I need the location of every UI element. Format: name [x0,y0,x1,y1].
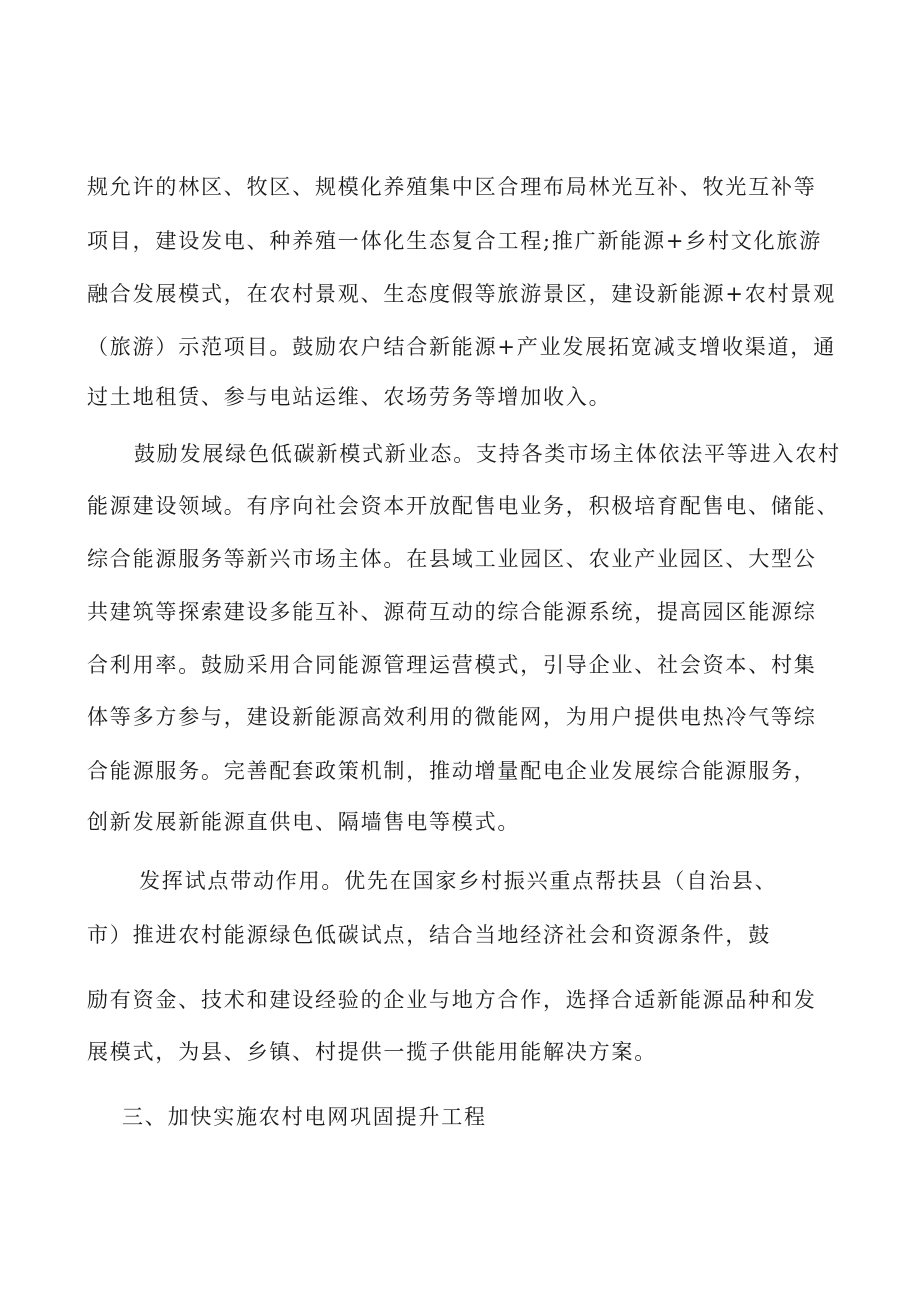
paragraph-2-line-4: 共建筑等探索建设多能互补、源荷互动的综合能源系统，提高园区能源综 [87,600,817,624]
paragraph-3-line-3: 励有资金、技术和建设经验的企业与地方合作，选择合适新能源品种和发 [87,988,817,1012]
paragraph-1-line-2: 项目，建设发电、种养殖一体化生态复合工程;推广新能源+乡村文化旅游 [87,229,823,253]
paragraph-2-line-8: 创新发展新能源直供电、隔墙售电等模式。 [87,810,521,834]
paragraph-3-line-4: 展模式，为县、乡镇、村提供一揽子供能用能解决方案。 [87,1040,657,1064]
paragraph-1-line-1: 规允许的林区、牧区、规模化养殖集中区合理布局林光互补、牧光互补等 [87,175,817,199]
paragraph-1-line-5: 过土地租赁、参与电站运维、农场劳务等增加收入。 [87,385,612,409]
paragraph-1-line-3: 融合发展模式，在农村景观、生态度假等旅游景区，建设新能源+农村景观 [87,282,836,306]
paragraph-2-line-3: 综合能源服务等新兴市场主体。在县域工业园区、农业产业园区、大型公 [87,547,817,571]
paragraph-3-line-1: 发挥试点带动作用。优先在国家乡村振兴重点帮扶县（自治县、 [139,869,778,893]
paragraph-2-line-1: 鼓励发展绿色低碳新模式新业态。支持各类市场主体依法平等进入农村 [134,442,841,466]
paragraph-1-line-4: （旅游）示范项目。鼓励农户结合新能源+产业发展拓宽减支增收渠道，通 [87,335,836,359]
section-heading: 三、加快实施农村电网巩固提升工程 [122,1105,487,1129]
paragraph-2-line-7: 合能源服务。完善配套政策机制，推动增量配电企业发展综合能源服务， [87,759,817,783]
paragraph-3-line-2: 市）推进农村能源绿色低碳试点，结合当地经济社会和资源条件，鼓 [87,923,771,947]
paragraph-2-line-5: 合利用率。鼓励采用合同能源管理运营模式，引导企业、社会资本、村集 [87,653,817,677]
paragraph-2-line-6: 体等多方参与，建设新能源高效利用的微能网，为用户提供电热冷气等综 [87,705,817,729]
paragraph-2-line-2: 能源建设领域。有序向社会资本开放配售电业务，积极培育配售电、储能、 [87,494,840,518]
